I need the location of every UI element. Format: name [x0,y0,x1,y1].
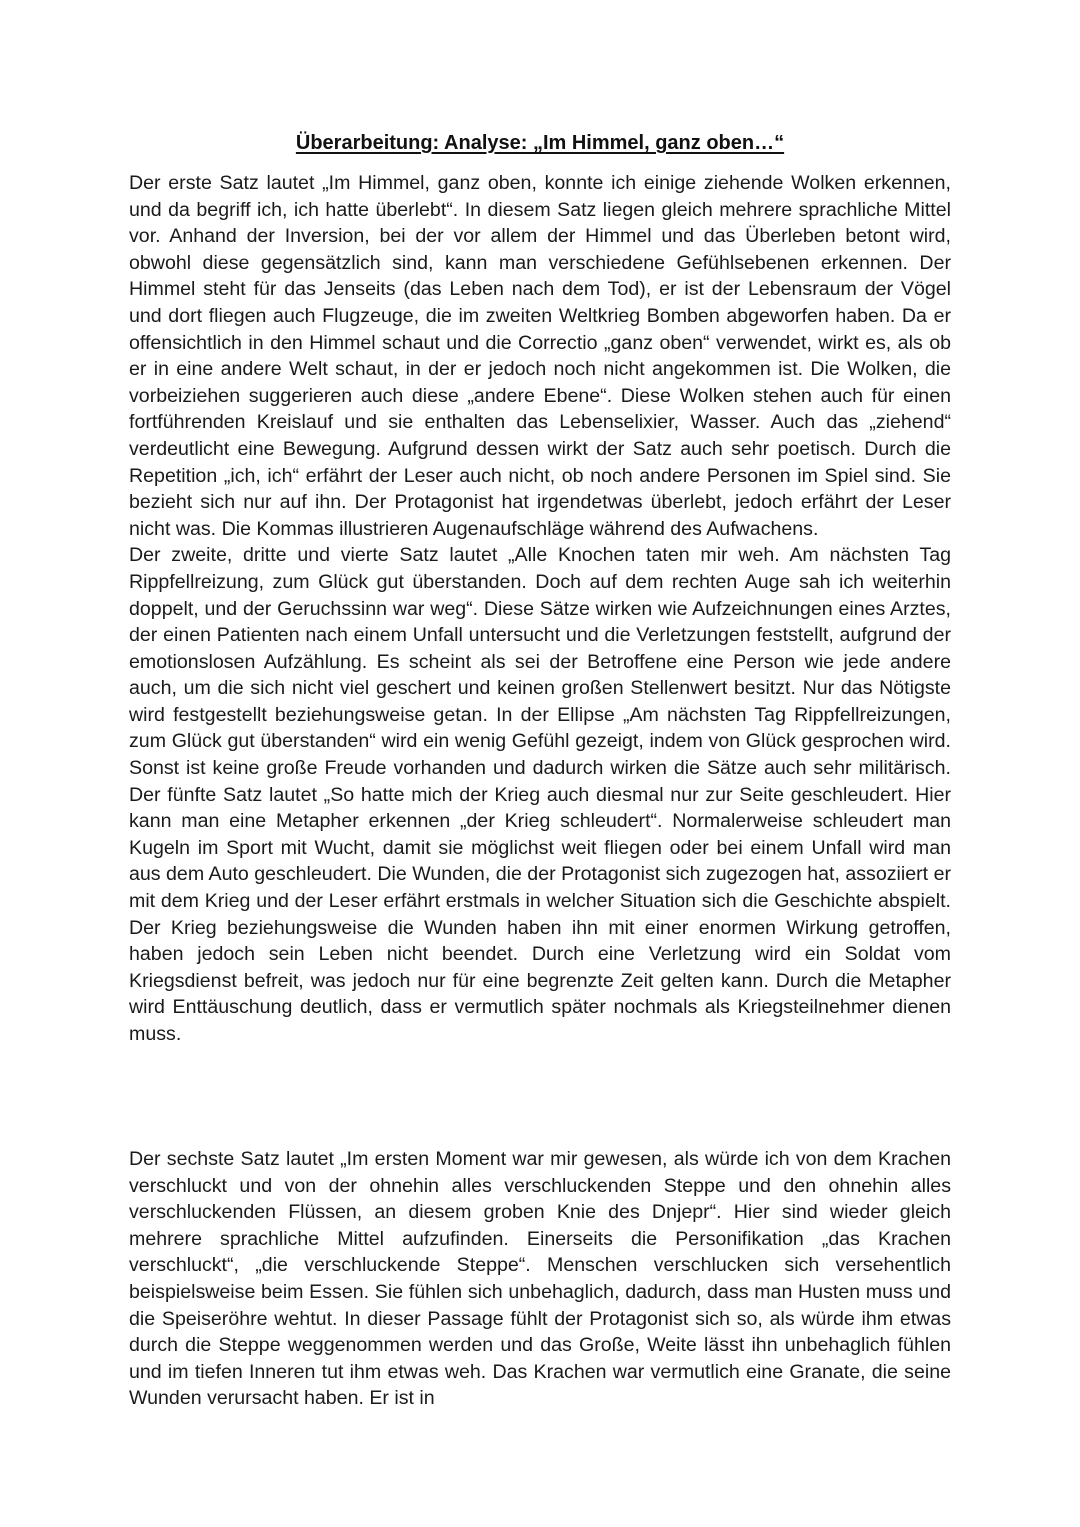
paragraph-1: Der erste Satz lautet „Im Himmel, ganz oben, konnte ich einige ziehende Wolken erkennen, und da begriff ich, ich hatte überlebt“. In diesem Satz liegen gleich mehrere sprachliche Mittel vor. Anhand der Inversion, bei der vor allem der Himmel und das Überleben betont wird, obwohl diese gegensätzlich sind, kann man verschiedene Gefühlsebenen erkennen. Der Himmel steht für das Jenseits (das Leben nach dem Tod), er ist der Lebensraum der Vögel und dort fliegen auch Flugzeuge, die im zweiten Weltkrieg Bomben abgeworfen haben. Da er offensichtlich in den Himmel schaut und die Correctio „ganz oben“ verwendet, wirkt es, als ob er in eine andere Welt schaut, in der er jedoch noch nicht angekommen ist. Die Wolken, die vorbeiziehen suggerieren auch diese „andere Ebene“. Diese Wolken stehen auch für einen fortführenden Kreislauf und sie enthalten das Lebenselixier, Wasser. Auch das „ziehend“ verdeutlicht eine Bewegung. Aufgrund dessen wirkt der Satz auch sehr poetisch. Durch die Repetition „ich, ich“ erfährt der Leser auch nicht, ob noch andere Personen im Spiel sind. Sie bezieht sich nur auf ihn. Der Protagonist hat irgendetwas überlebt, jedoch erfährt der Leser nicht was. Die Kommas illustrieren Augenaufschläge während des Aufwachens. [129,172,951,540]
paragraph-3: Der sechste Satz lautet „Im ersten Moment war mir gewesen, als würde ich von dem Krachen verschluckt und von der ohnehin alles verschluckenden Steppe und den ohnehin alles verschluckenden Flüssen, an diesem groben Knie des Dnjepr“. Hier sind wieder gleich mehrere sprachliche Mittel aufzufinden. Einerseits die Personifikation „das Krachen verschluckt“, „die verschluckende Steppe“. Menschen verschlucken sich versehentlich beispielsweise beim Essen. Sie fühlen sich unbehaglich, dadurch, dass man Husten muss und die Speiseröhre wehtut. In dieser Passage fühlt der Protagonist sich so, als würde ihm etwas durch die Steppe weggenommen werden und das Große, Weite lässt ihn unbehaglich fühlen und im tiefen Inneren tut ihm etwas weh. Das Krachen war vermutlich eine Granate, die seine Wunden verursacht haben. Er ist in [129,1148,951,1410]
text-block-1 [129,170,951,1048]
text-block-2 [129,1146,951,1412]
paragraph-2: Der zweite, dritte und vierte Satz lautet „Alle Knochen taten mir weh. Am nächsten Tag Rippfellreizung, zum Glück gut überstanden. Doch auf dem rechten Auge sah ich weiterhin doppelt, und der Geruchssinn war weg“. Diese Sätze wirken wie Aufzeichnungen eines Arztes, der einen Patienten nach einem Unfall untersucht und die Verletzungen feststellt, aufgrund der emotionslosen Aufzählung. Es scheint als sei der Betroffene eine Person wie jede andere auch, um die sich nicht viel geschert und keinen großen Stellenwert besitzt. Nur das Nötigste wird festgestellt beziehungsweise getan. In der Ellipse „Am nächsten Tag Rippfellreizungen, zum Glück gut überstanden“ wird ein wenig Gefühl gezeigt, indem von Glück gesprochen wird. Sonst ist keine große Freude vorhanden und dadurch wirken die Sätze auch sehr militärisch. Der fünfte Satz lautet „So hatte mich der Krieg auch diesmal nur zur Seite geschleudert. Hier kann man eine Metapher erkennen „der Krieg schleudert“. Normalerweise schleudert man Kugeln im Sport mit Wucht, damit sie möglichst weit fliegen oder bei einem Unfall wird man aus dem Auto geschleudert. Die Wunden, die der Protagonist sich zugezogen hat, assoziiert er mit dem Krieg und der Leser erfährt erstmals in welcher Situation sich die Geschichte abspielt. Der Krieg beziehungsweise die Wunden haben ihn mit einer enormen Wirkung getroffen, haben jedoch sein Leben nicht beendet. Durch eine Verletzung wird ein Soldat vom Kriegsdienst befreit, was jedoch nur für eine begrenzte Zeit gelten kann. Durch die Metapher wird Enttäuschung deutlich, dass er vermutlich später nochmals als Kriegsteilnehmer dienen muss. [129,544,951,1045]
document-title: Überarbeitung: Analyse: „Im Himmel, ganz oben…“ [295,132,785,154]
